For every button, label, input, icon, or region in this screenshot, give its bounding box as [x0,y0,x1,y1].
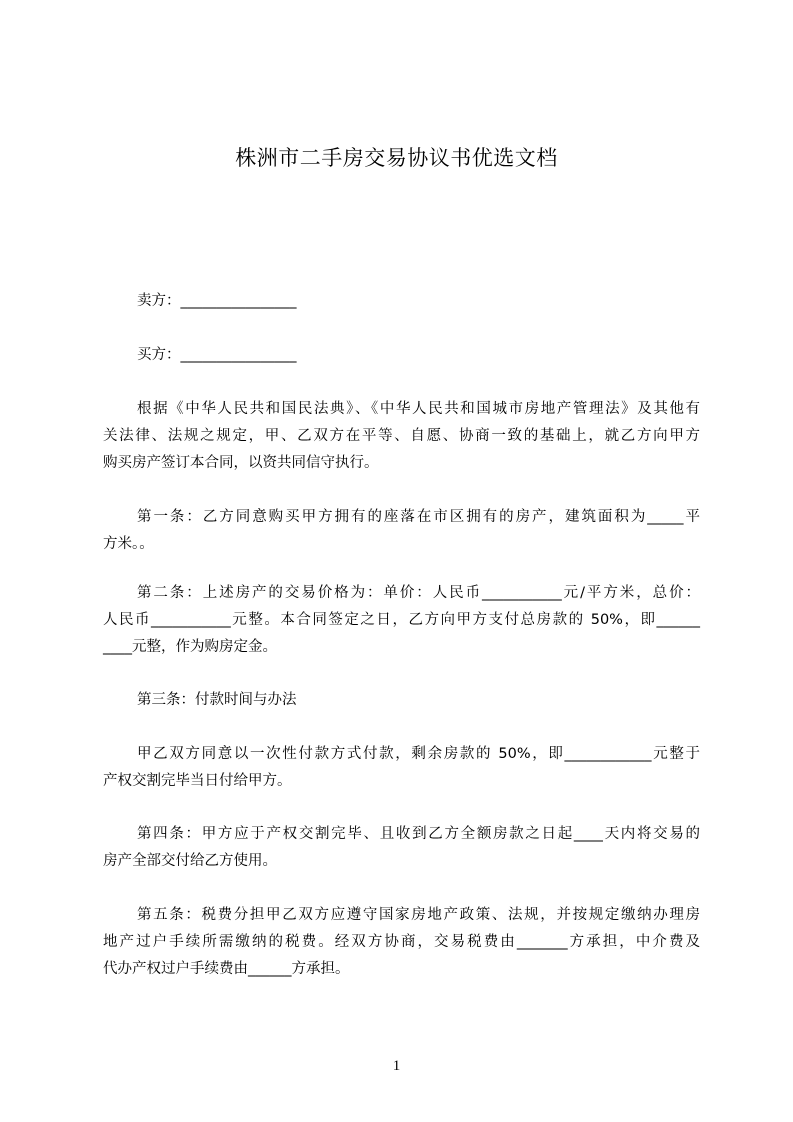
paragraph-line: 甲乙双方同意以一次性付款方式付款，剩余房款的 50%，即____________元整于 [137,746,700,762]
paragraph-line: 人民币___________元整。本合同签定之日，乙方向甲方支付总房款的 50%，即______ [103,612,700,628]
paragraph-line: 第五条：税费分担甲乙双方应遵守国家房地产政策、法规，并按规定缴纳办理房 [137,907,700,923]
buyer-line: 买方：________________ [137,347,297,363]
paragraph-line: 产权交割完毕当日付给甲方。 [103,773,292,789]
document-title: 株洲市二手房交易协议书优选文档 [235,146,558,170]
paragraph-line: 关法律、法规之规定，甲、乙双方在平等、自愿、协商一致的基础上，就乙方向甲方 [103,428,700,444]
paragraph-line: 购买房产签订本合同，以资共同信守执行。 [103,455,379,471]
page-number: 1 [392,1058,401,1074]
paragraph-line: 房产全部交付给乙方使用。 [103,853,277,869]
paragraph-line: 第四条：甲方应于产权交割完毕、且收到乙方全额房款之日起____天内将交易的 [137,826,700,842]
paragraph-line: 根据《中华人民共和国民法典》、《中华人民共和国城市房地产管理法》及其他有 [137,401,700,417]
paragraph-line: 方米。。 [103,536,154,552]
paragraph-line: 第二条：上述房产的交易价格为：单价：人民币___________元/平方米，总价： [137,585,700,601]
paragraph-line: 代办产权过户手续费由______方承担。 [103,961,350,977]
paragraph-line: ____元整，作为购房定金。 [103,639,277,655]
paragraph-line: 第一条：乙方同意购买甲方拥有的座落在市区拥有的房产，建筑面积为_____平 [137,509,700,525]
article-3-heading: 第三条：付款时间与办法 [137,692,297,708]
seller-line: 卖方：________________ [137,293,297,309]
paragraph-line: 地产过户手续所需缴纳的税费。经双方协商，交易税费由_______方承担，中介费及 [103,934,700,950]
